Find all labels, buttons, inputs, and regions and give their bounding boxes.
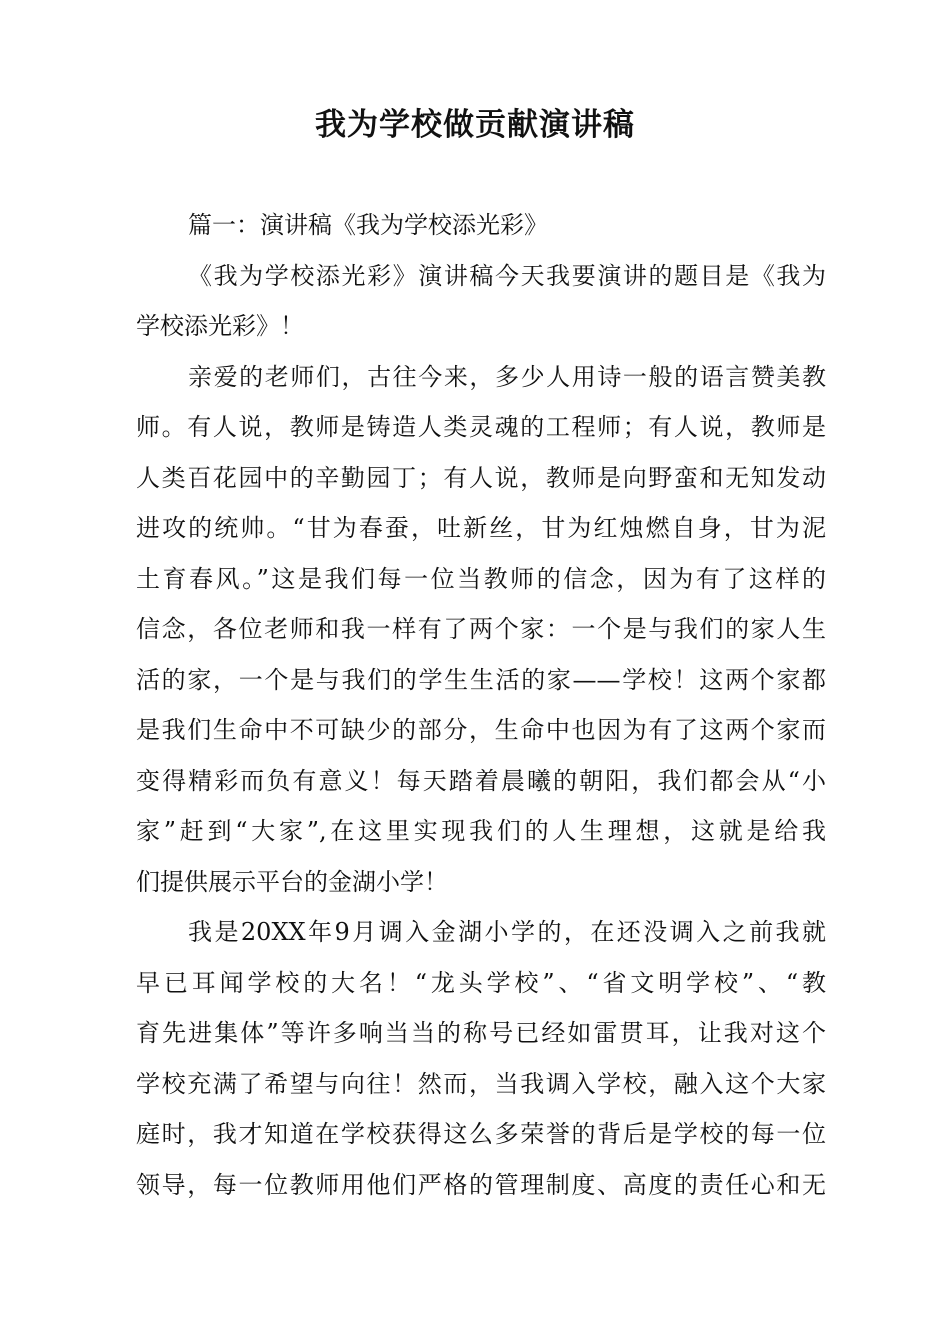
document-title: 我为学校做贡献演讲稿	[315, 107, 635, 143]
body-line: 育先进集体”等许多响当当的称号已经如雷贯耳，让我对这个	[136, 1019, 826, 1047]
body-line: 领导，每一位教师用他们严格的管理制度、高度的责任心和无	[136, 1170, 826, 1199]
body-line: 进攻的统帅。“甘为春蚕，吐新丝，甘为红烛燃自身，甘为泥	[136, 514, 826, 542]
document-body	[136, 200, 826, 1210]
body-line: 们提供展示平台的金湖小学！	[136, 867, 448, 896]
body-line: 庭时，我才知道在学校获得这么多荣誉的背后是学校的每一位	[136, 1120, 826, 1148]
body-line: 土育春风。”这是我们每一位当教师的信念，因为有了这样的	[136, 564, 826, 593]
body-line: 是我们生命中不可缺少的部分，生命中也因为有了这两个家而	[136, 716, 826, 744]
body-line: 学校添光彩》！	[136, 312, 304, 340]
body-line: 变得精彩而负有意义！每天踏着晨曦的朝阳，我们都会从“小	[136, 766, 826, 795]
body-line: 活的家，一个是与我们的学生生活的家——学校！这两个家都	[136, 665, 826, 694]
body-line: 我是20XX年9月调入金湖小学的，在还没调入之前我就	[188, 918, 826, 946]
body-line: 学校充满了希望与向往！然而，当我调入学校，融入这个大家	[136, 1069, 826, 1098]
body-line: 《我为学校添光彩》演讲稿今天我要演讲的题目是《我为	[188, 261, 826, 290]
body-line: 亲爱的老师们，古往今来，多少人用诗一般的语言赞美教	[188, 362, 826, 391]
body-line: 信念，各位老师和我一样有了两个家：一个是与我们的家人生	[136, 615, 826, 643]
body-line: 早已耳闻学校的大名！“龙头学校”、“省文明学校”、“教	[136, 968, 826, 997]
body-line: 人类百花园中的辛勤园丁；有人说，教师是向野蛮和无知发动	[136, 463, 826, 492]
body-line: 家”赶到“大家”,在这里实现我们的人生理想，这就是给我	[136, 817, 826, 845]
body-line: 师。有人说，教师是铸造人类灵魂的工程师；有人说，教师是	[136, 413, 826, 441]
body-line: 篇一：演讲稿《我为学校添光彩》	[188, 211, 548, 239]
